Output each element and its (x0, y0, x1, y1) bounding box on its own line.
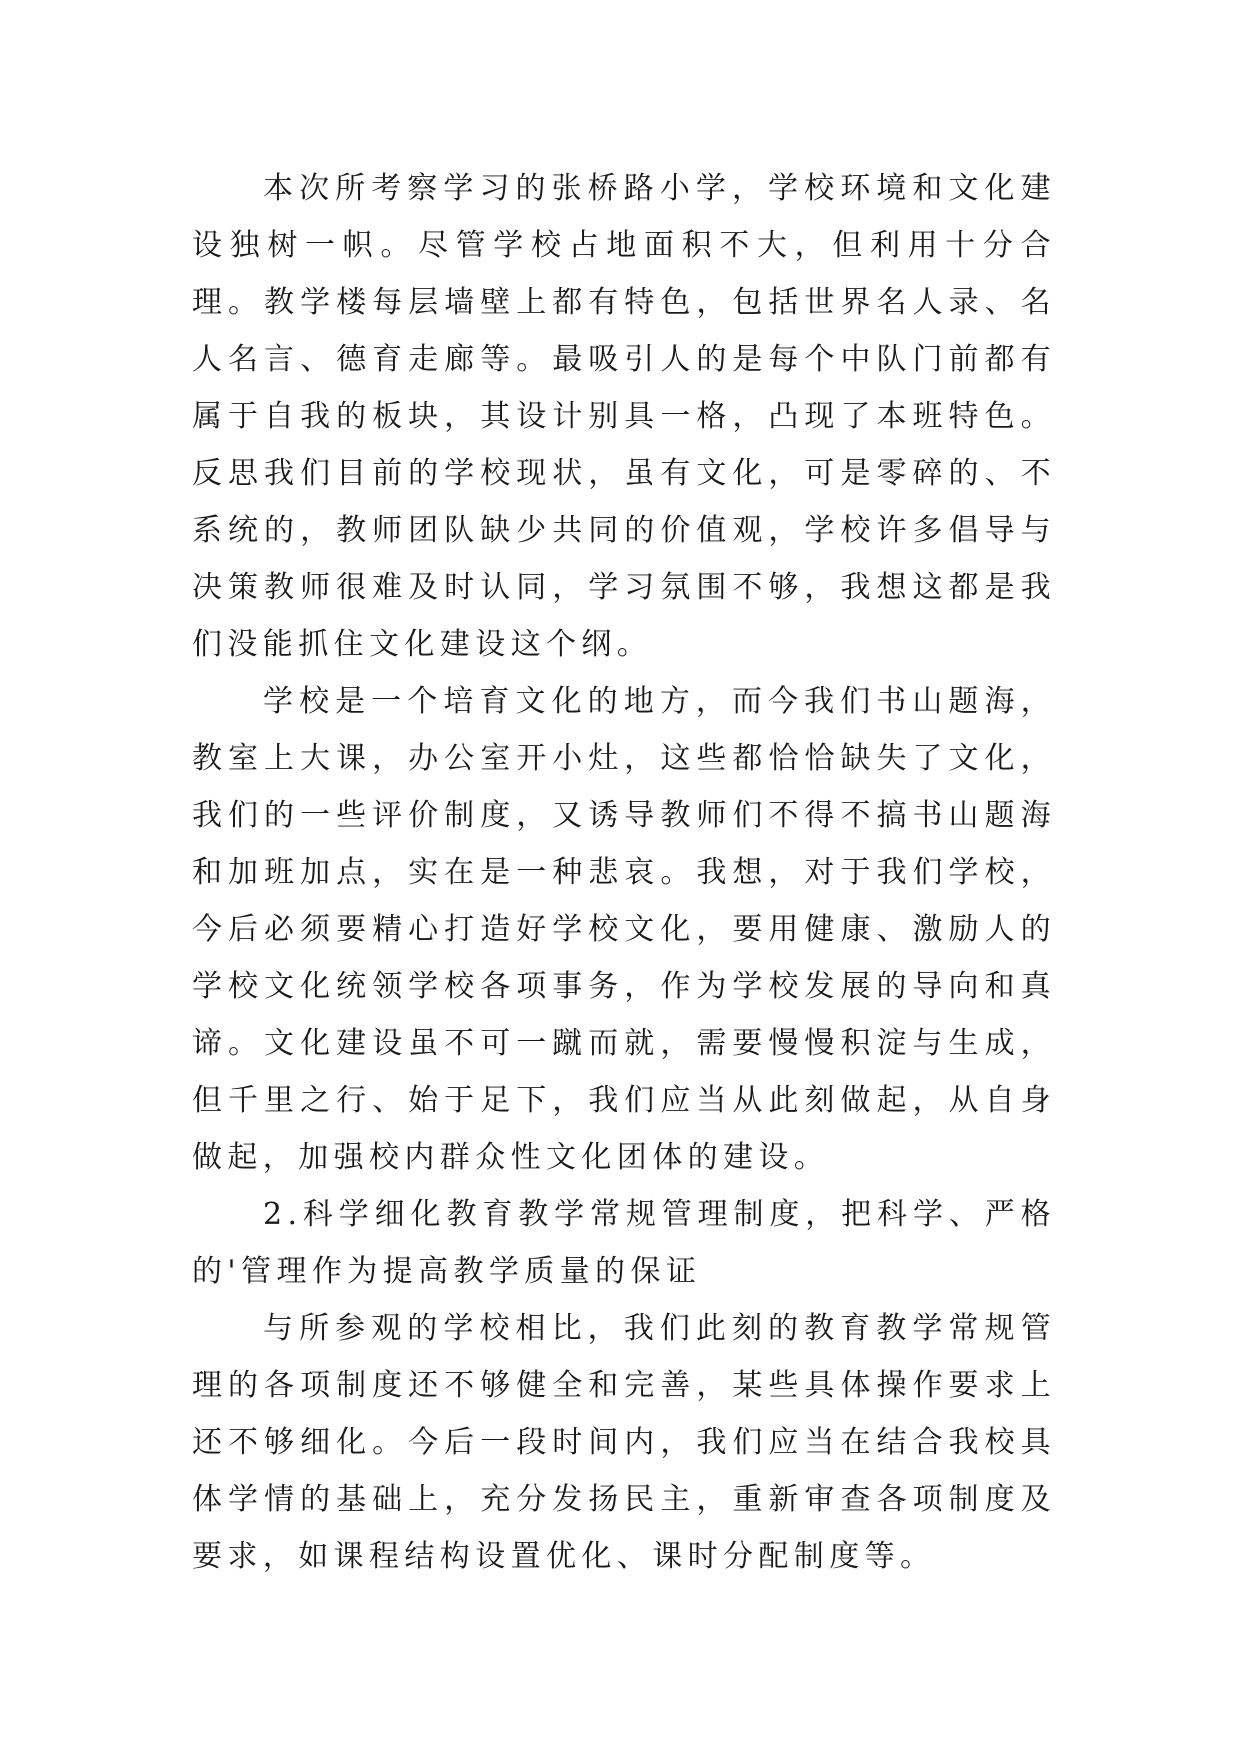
paragraph-campus-culture: 本次所考察学习的张桥路小学，学校环境和文化建设独树一帜。尽管学校占地面积不大，但利用十分合理。教学楼每层墙壁上都有特色，包括世界名人录、名人名言、德育走廊等。最吸引人的是每个中队门前都有属于自我的板块，其设计别具一格，凸现了本班特色。反思我们目前的学校现状，虽有文化，可是零碎的、不系统的，教师团队缺少共同的价值观，学校许多倡导与决策教师很难及时认同，学习氛围不够，我想这都是我们没能抓住文化建设这个纲。 (192, 171, 1056, 662)
document-body (192, 160, 1056, 1585)
paragraph-school-culture-reflection: 学校是一个培育文化的地方，而今我们书山题海，教室上大课，办公室开小灶，这些都恰恰缺失了文化，我们的一些评价制度，又诱导教师们不得不搞书山题海和加班加点，实在是一种悲哀。我想，对于我们学校，今后必须要精心打造好学校文化，要用健康、激励人的学校文化统领学校各项事务，作为学校发展的导向和真谛。文化建设虽不可一蹴而就，需要慢慢积淀与生成，但千里之行、始于足下，我们应当从此刻做起，从自身做起，加强校内群众性文化团体的建设。 (192, 684, 1056, 1175)
paragraph-management-system: 与所参观的学校相比，我们此刻的教育教学常规管理的各项制度还不够健全和完善，某些具体操作要求上还不够细化。今后一段时间内，我们应当在结合我校具体学情的基础上，充分发扬民主，重新审查各项制度及要求，如课程结构设置优化、课时分配制度等。 (192, 1311, 1056, 1574)
section-heading-management: 2.科学细化教育教学常规管理制度，把科学、严格的'管理作为提高教学质量的保证 (192, 1197, 1056, 1289)
